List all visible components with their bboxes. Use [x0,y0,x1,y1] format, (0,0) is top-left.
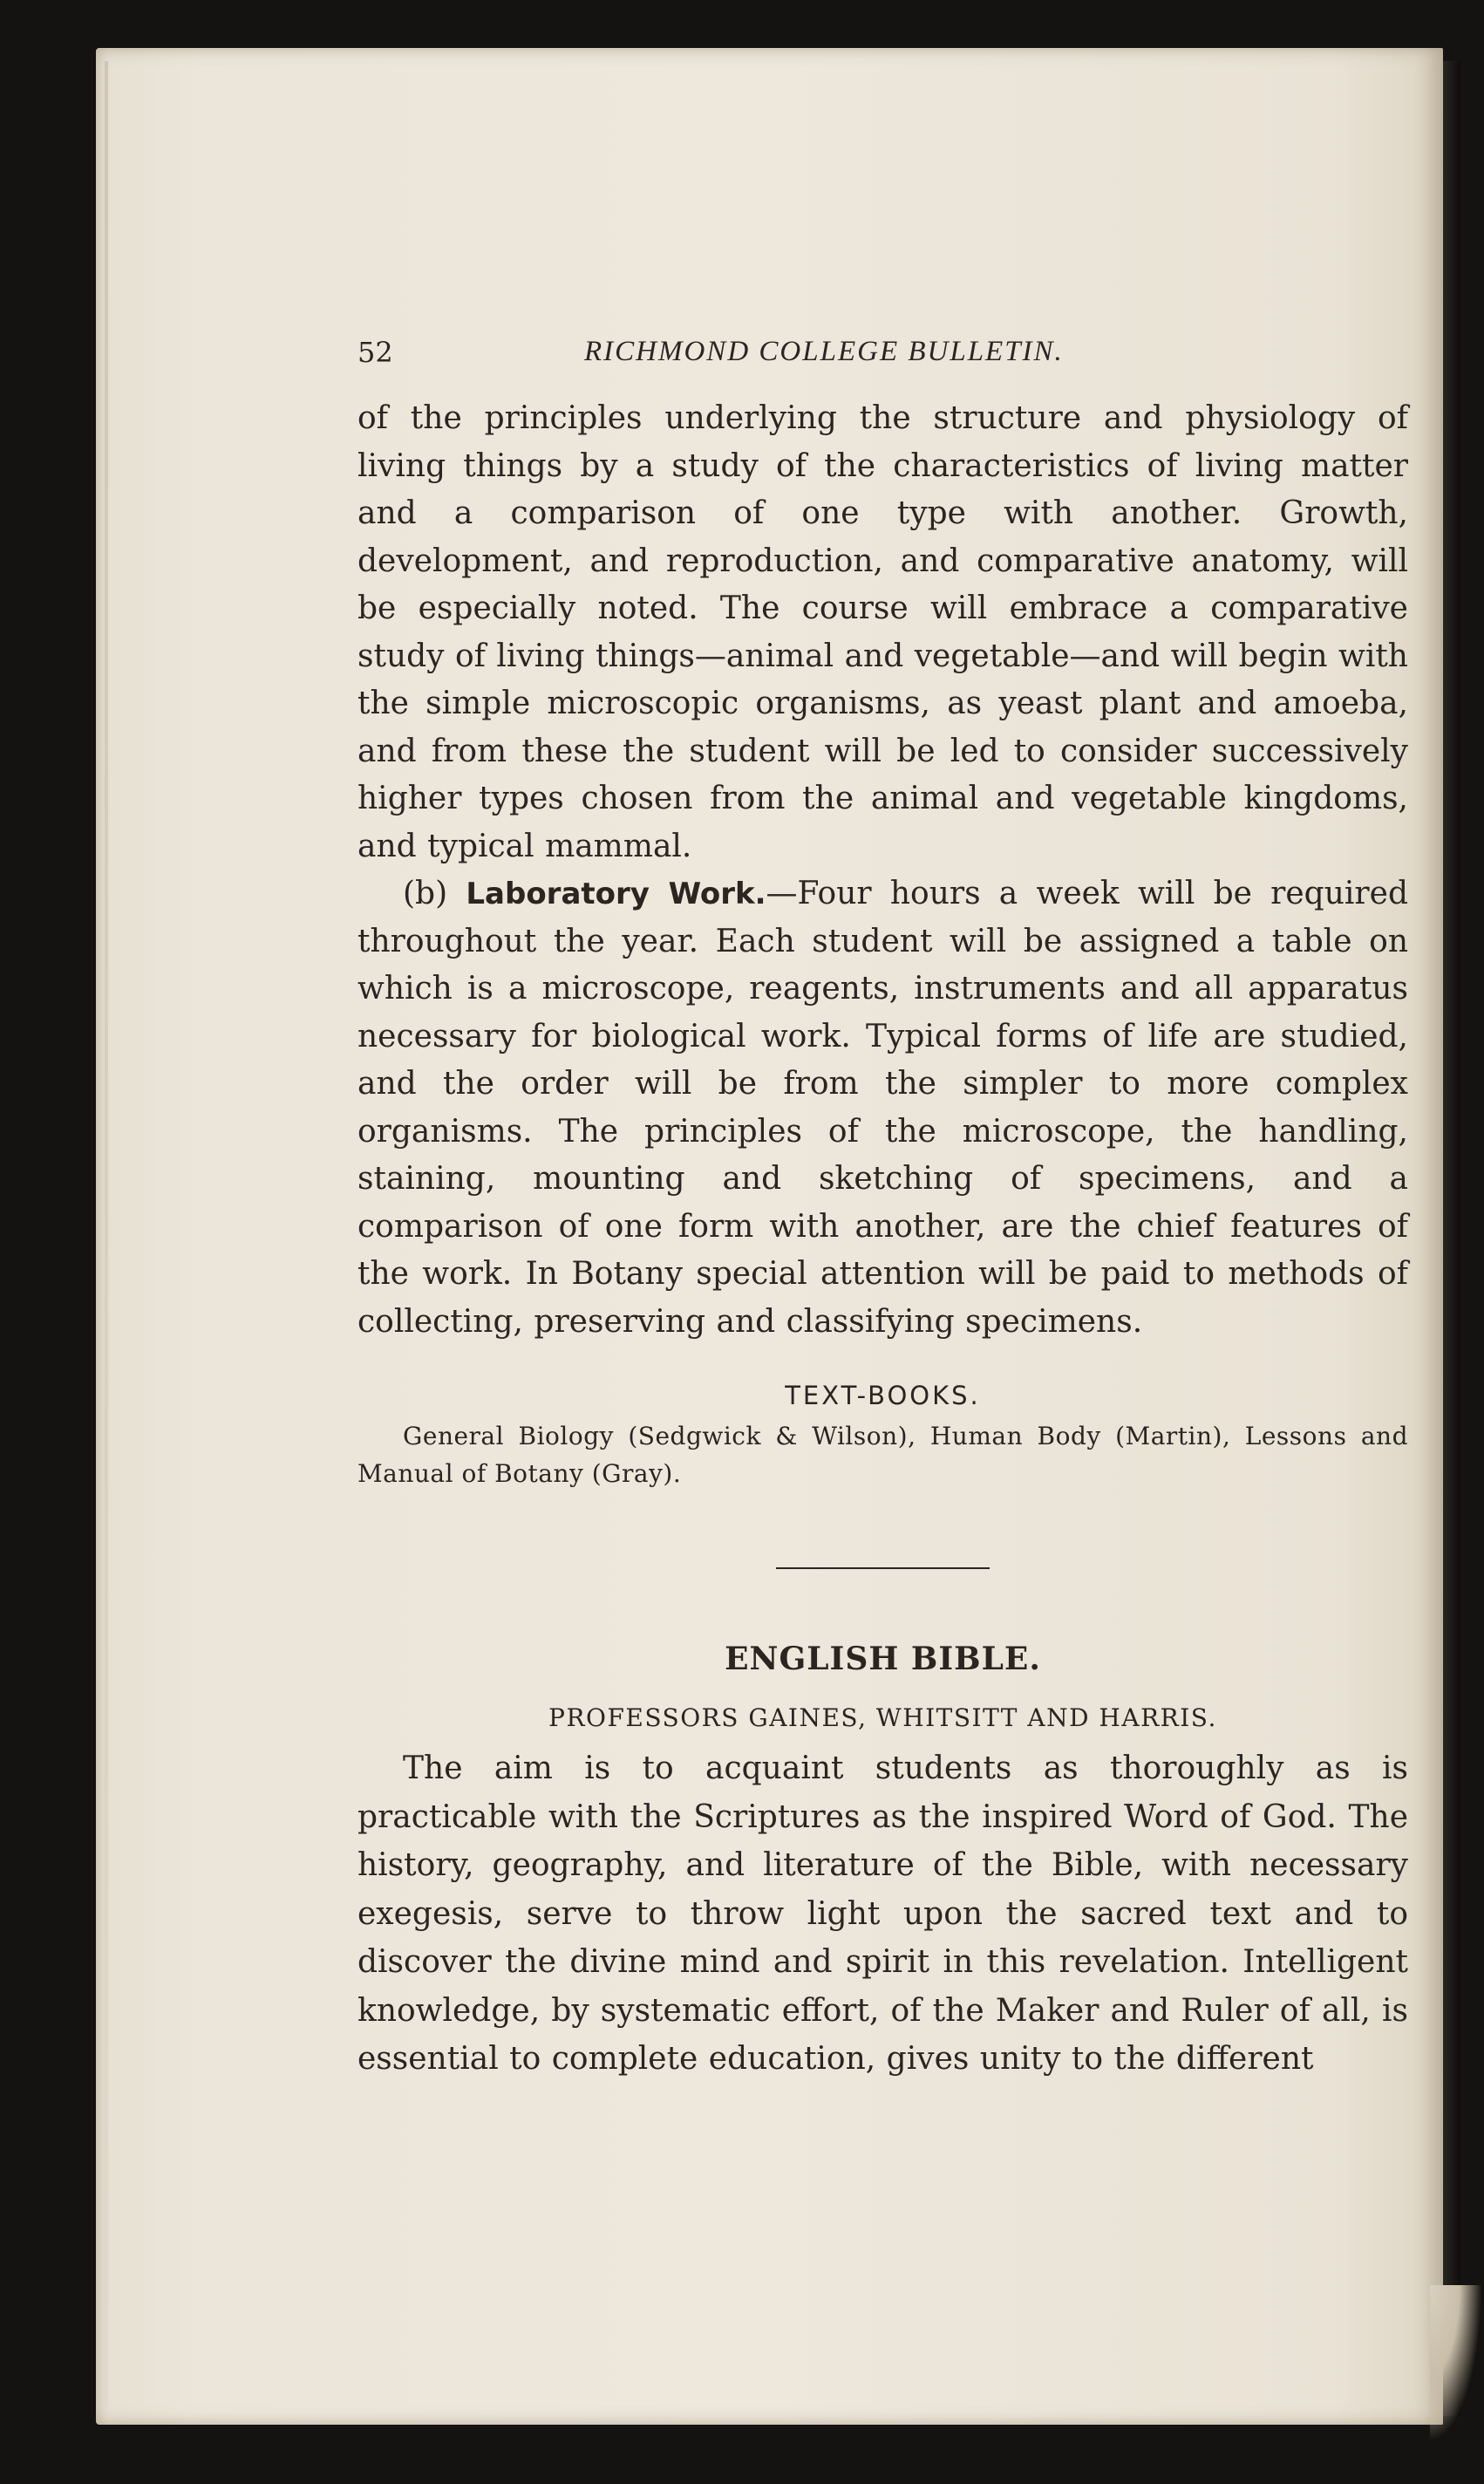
textbooks-list: General Biology (Sedgwick & Wilson), Human Body (Martin), Lessons and Manual of Botany (Gray). [357,1422,1408,1488]
lab-prefix: (b) [403,876,466,911]
page-header [357,336,1408,379]
laboratory-work-paragraph [357,870,1408,1346]
section-divider [776,1567,990,1569]
english-bible-paragraph: The aim is to acquaint students as thoroughly as is practicable with the Scriptures as the inspired Word of God. The history, geography, and literature of the Bible, with necessary exegesis, serve to throw light upon the sacred text and to discover the divine mind and spirit in this revelation. Intelligent knowledge, by systematic effort, of the Maker and Ruler of all, is essential to complete education, gives unity to the different [357,1750,1408,2077]
lab-title: Laboratory Work. [466,877,766,911]
page-number: 52 [357,336,393,369]
page-content [357,336,1408,2084]
english-bible-heading: ENGLISH BIBLE. [725,1641,1041,1677]
running-head: RICHMOND COLLEGE BULLETIN. [584,336,1064,367]
lab-text: —Four hours a week will be required throughout the year. Each student will be assigned a table on which is a microscope, reagents, instruments and all apparatus necessary for biological work. Typical forms of life are studied, and the order will be from the simpler to more complex organisms. The principles of the microscope, the handling, staining, mounting and sketching of specimens, and a comparison of one form with another, are the chief features of the work. In Botany special attention will be paid to methods of collecting, preserving and classifying specimens. [357,876,1408,1340]
page-curl [1430,2285,1482,2442]
professors-line: PROFESSORS GAINES, WHITSITT AND HARRIS. [548,1703,1217,1732]
page-gutter-shadow [105,61,108,2407]
biology-paragraph-continued: of the principles underlying the structure and physiology of living things by a study of the characteristics of living matter and a comparison of one type with another. Growth, development, and reproduction, and comparative anatomy, will be especially noted. The course will embrace a comparative study of living things—animal and vegetable—and will begin with the simple microscopic organisms, as yeast plant and amoeba, and from these the student will be led to consider successively higher types chosen from the animal and vegetable kingdoms, and typical mammal. [357,400,1408,864]
textbooks-label: TEXT-BOOKS. [785,1381,981,1410]
next-page-edge [1443,61,1460,2416]
